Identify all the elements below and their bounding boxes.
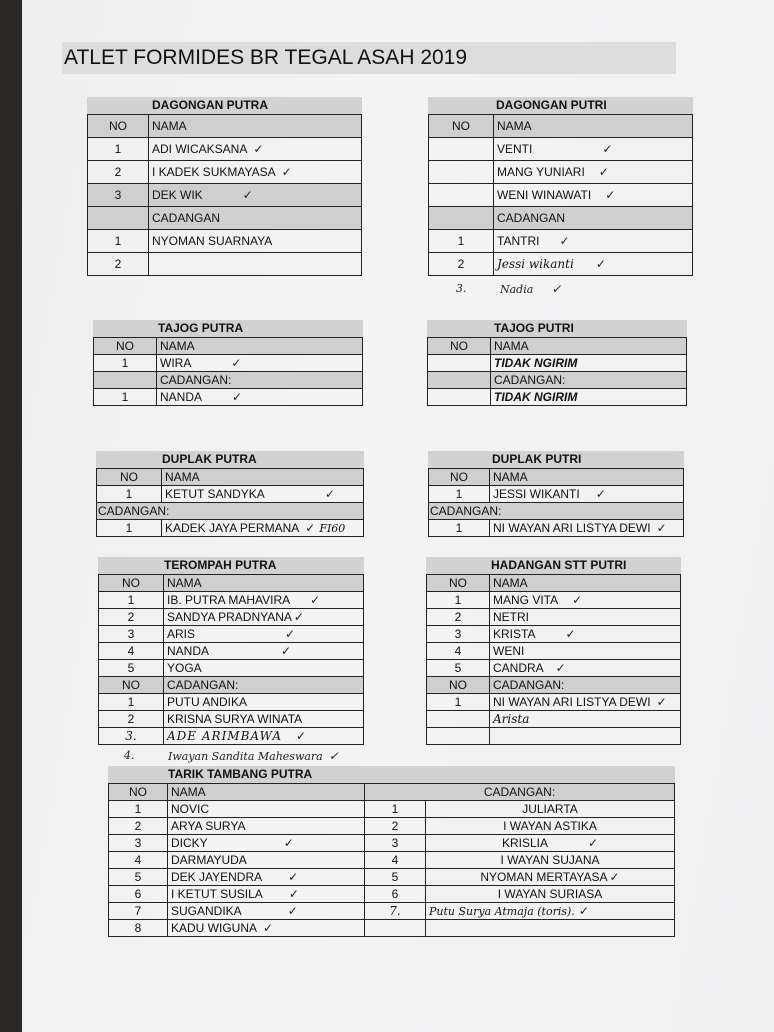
table-row [94,355,363,372]
cadangan-label: CADANGAN [494,207,693,230]
cadangan-label: CADANGAN: [97,503,364,520]
table-row [427,626,681,643]
blank-cell [94,372,157,389]
section-heading: DAGONGAN PUTRA [87,97,362,114]
duplak-putra-table [96,468,364,537]
row-no: 5 [109,869,168,886]
row-no: 1 [109,801,168,818]
row-nama [149,184,362,207]
handwritten-extra-no: 4. [124,749,135,762]
table-header-row [429,115,693,138]
col-no: NO [109,784,168,801]
handwritten-name: ADE ARIMBAWA [167,728,282,743]
handwritten-note: FI60 [319,521,346,535]
hadangan-putri-table [426,574,681,745]
row-nama: YOGA [164,660,364,677]
row-no: 1 [427,694,490,711]
row-no: 3. [99,728,164,745]
table-row [427,643,681,660]
cadangan-no: 1 [365,801,426,818]
blank-cell [88,207,149,230]
row-nama [164,609,364,626]
check-mark-icon: ✓ [572,592,583,607]
row-no: 1 [88,230,149,253]
cadangan-row [99,677,364,694]
table-row [99,609,364,626]
row-no: 2 [429,253,494,276]
cadangan-nama: I WAYAN SUJANA [426,852,675,869]
row-no: 1 [99,592,164,609]
row-no: 1 [99,694,164,711]
col-nama: NAMA [494,115,693,138]
table-row [109,818,675,835]
row-nama: KRISNA SURYA WINATA [164,711,364,728]
table-row [97,520,364,537]
row-no: 7 [109,903,168,920]
table-row [109,852,675,869]
cadangan-row [428,372,687,389]
col-no: NO [99,575,164,592]
section-heading: DAGONGAN PUTRI [428,97,693,114]
cadangan-row [429,503,684,520]
table-row [427,694,681,711]
col-nama: NAMA [149,115,362,138]
section-heading: TEROMPAH PUTRA [98,557,364,574]
tarik-tambang-section [108,766,675,937]
check-mark-icon: ✓ [555,660,566,675]
col-no: NO [429,469,490,486]
name-text: TANTRI [497,233,540,248]
row-nama [490,728,681,745]
handwritten-name: Jessi wikanti [497,256,574,271]
tajog-putri-section [427,320,687,406]
name-text: IB. PUTRA MAHAVIRA [167,592,291,607]
row-no: 2 [88,253,149,276]
section-heading: DUPLAK PUTRI [428,451,684,468]
cadangan-no: 7. [365,903,426,920]
row-no [427,711,490,728]
table-row [429,161,693,184]
row-nama [149,138,362,161]
cadangan-label: CADANGAN: [365,784,675,801]
row-no: 2 [99,711,164,728]
table-row [429,486,684,503]
row-no: 1 [429,520,490,537]
name-text: KRISTA [493,626,536,641]
row-no: 1 [429,486,490,503]
row-nama [490,520,684,537]
check-mark-icon: ✓ [287,903,298,918]
row-nama [162,486,364,503]
row-no: 3 [427,626,490,643]
row-no: 1 [429,230,494,253]
table-row [94,389,363,406]
row-no [428,355,491,372]
name-text: KADU WIGUNA [171,920,258,935]
table-row [88,161,362,184]
cadangan-label: CADANGAN: [157,372,363,389]
row-nama [490,626,681,643]
table-row [99,660,364,677]
name-text: ARIS [167,626,196,641]
check-mark-icon: ✓ [605,187,616,202]
check-mark-icon: ✓ [281,164,292,179]
cadangan-no: 6 [365,886,426,903]
row-nama: NYOMAN SUARNAYA [149,230,362,253]
table-row [88,184,362,207]
name-text: Nadia [500,283,534,296]
check-mark-icon: ✓ [602,141,613,156]
tajog-putra-table [93,337,363,406]
row-nama [164,592,364,609]
check-mark-icon: ✓ [598,164,609,179]
check-mark-icon: ✓ [281,643,292,658]
col-nama: NAMA [162,469,364,486]
dagongan-putra-section [87,97,362,276]
table-row [99,626,364,643]
cadangan-label: CADANGAN: [164,677,364,694]
cadangan-row [427,677,681,694]
row-no: 4 [99,643,164,660]
col-nama: NAMA [490,469,684,486]
table-header-row [88,115,362,138]
row-no [429,184,494,207]
table-row [429,230,693,253]
table-row [427,660,681,677]
terompah-putra-section [98,557,364,745]
table-row [429,138,693,161]
check-mark-icon: ✓ [587,835,599,850]
name-text: JESSI WIKANTI [493,486,580,501]
name-text: NYOMAN MERTAYASA [480,869,608,884]
name-text: SANDYA PRADNYANA [167,609,292,624]
row-nama [157,355,363,372]
blank-cell [429,207,494,230]
table-row [427,711,681,728]
check-mark-icon: ✓ [324,486,335,501]
duplak-putri-table [428,468,684,537]
row-nama [162,520,364,537]
name-text: DEK WIK [152,187,203,202]
table-row [429,184,693,207]
row-no [429,138,494,161]
name-text: I KADEK SUKMAYASA [152,164,276,179]
cadangan-no: 2 [365,818,426,835]
row-nama [164,728,364,745]
name-text: DEK JAYENDRA [171,869,263,884]
name-text: MANG YUNIARI [497,164,585,179]
row-nama [494,138,693,161]
hadangan-putri-section [426,557,681,745]
cadangan-nama [426,903,675,920]
cadangan-no: 5 [365,869,426,886]
row-nama [149,253,362,276]
table-header-row [109,784,675,801]
row-no [429,161,494,184]
handwritten-name: Arista [490,711,681,728]
table-row [428,355,687,372]
section-heading: TARIK TAMBANG PUTRA [108,766,675,783]
col-no: NO [99,677,164,694]
table-row [99,728,364,745]
row-nama: TIDAK NGIRIM [491,389,687,406]
row-nama [164,643,364,660]
col-no: NO [427,677,490,694]
col-nama: NAMA [490,575,681,592]
cadangan-nama: I WAYAN ASTIKA [426,818,675,835]
row-nama: DARMAYUDA [168,852,365,869]
row-no: 2 [109,818,168,835]
row-no: 8 [109,920,168,937]
col-no: NO [97,469,162,486]
cadangan-nama [426,869,675,886]
row-no: 4 [109,852,168,869]
check-mark-icon: ✓ [578,903,589,918]
row-nama [494,253,693,276]
tajog-putra-section [93,320,363,406]
col-no: NO [428,338,491,355]
check-mark-icon: ✓ [293,609,304,624]
terompah-putra-table [98,574,364,745]
name-text: CANDRA [493,660,544,675]
row-nama [164,626,364,643]
row-no: 3 [109,835,168,852]
table-header-row [427,575,681,592]
check-mark-icon: ✓ [231,355,242,370]
table-header-row [429,469,684,486]
table-row [99,694,364,711]
name-text: ADI WICAKSANA [152,141,248,156]
row-nama [168,886,365,903]
check-mark-icon: ✓ [595,486,606,501]
check-mark-icon: ✓ [288,886,299,901]
cadangan-label: CADANGAN: [491,372,687,389]
name-text: KETUT SANDYKA [165,486,265,501]
name-text: MANG VITA [493,592,559,607]
check-mark-icon: ✓ [283,835,294,850]
col-nama: NAMA [157,338,363,355]
cadangan-no: 3 [365,835,426,852]
cadangan-nama: JULIARTA [426,801,675,818]
table-row [88,138,362,161]
row-no: 1 [427,592,490,609]
table-row [99,711,364,728]
row-nama [494,230,693,253]
row-nama [168,835,365,852]
blank-cell [428,372,491,389]
cadangan-label: CADANGAN: [490,677,681,694]
name-text: NI WAYAN ARI LISTYA DEWI [493,694,651,709]
check-mark-icon: ✓ [285,626,296,641]
row-nama [490,592,681,609]
dagongan-putri-table [428,114,693,276]
table-row [88,230,362,253]
row-nama [157,389,363,406]
table-header-row [99,575,364,592]
cadangan-nama [426,835,675,852]
name-text: I KETUT SUSILA [171,886,263,901]
check-mark-icon: ✓ [656,694,667,709]
check-mark-icon: ✓ [559,233,570,248]
row-no [427,728,490,745]
handwritten-extra-name [168,749,339,763]
page-title: ATLET FORMIDES BR TEGAL ASAH 2019 [62,42,676,74]
row-nama: NOVIC [168,801,365,818]
row-no: 1 [97,486,162,503]
cadangan-no [365,920,426,937]
cadangan-nama [426,920,675,937]
table-header-row [428,338,687,355]
check-mark-icon: ✓ [310,592,321,607]
table-row [88,253,362,276]
check-mark-icon: ✓ [288,869,299,884]
section-heading: TAJOG PUTRA [93,320,363,337]
table-row [109,869,675,886]
name-text: SUGANDIKA [171,903,242,918]
name-text: VENTI [497,141,533,156]
name-text: WENI WINAWATI [497,187,592,202]
col-no: NO [88,115,149,138]
check-mark-icon: ✓ [253,141,264,156]
table-row [428,389,687,406]
table-row [429,253,693,276]
row-no: 1 [94,355,157,372]
row-no: 2 [427,609,490,626]
row-no: 5 [427,660,490,677]
row-nama [149,161,362,184]
table-row [427,609,681,626]
check-mark-icon: ✓ [609,869,620,884]
cadangan-label: CADANGAN: [429,503,684,520]
duplak-putra-section [96,451,364,537]
name-text: KADEK JAYA PERMANA [165,520,300,535]
col-no: NO [429,115,494,138]
name-text: WIRA [160,355,192,370]
handwritten-extra-no: 3. [456,282,467,295]
handwritten-name: Putu Surya Atmaja (toris). [429,904,575,918]
row-nama [494,161,693,184]
row-nama [168,920,365,937]
check-mark-icon: ✓ [305,520,316,535]
table-row [109,801,675,818]
table-row [99,592,364,609]
row-no: 6 [109,886,168,903]
row-nama: TIDAK NGIRIM [491,355,687,372]
row-no: 4 [427,643,490,660]
section-heading: HADANGAN STT PUTRI [426,557,681,574]
check-mark-icon: ✓ [551,282,562,296]
check-mark-icon: ✓ [263,920,274,935]
dagongan-putri-section [428,97,693,276]
section-heading: DUPLAK PUTRA [96,451,364,468]
col-nama: NAMA [164,575,364,592]
handwritten-extra-name [500,282,561,296]
name-text: NI WAYAN ARI LISTYA DEWI [493,520,651,535]
row-no: 1 [88,138,149,161]
name-text: DICKY [171,835,208,850]
tarik-tambang-table [108,783,675,937]
name-text: NANDA [167,643,210,658]
check-mark-icon: ✓ [328,749,339,763]
row-nama [490,694,681,711]
row-no: 3 [88,184,149,207]
row-nama: ARYA SURYA [168,818,365,835]
row-nama [490,660,681,677]
table-row [97,486,364,503]
cadangan-nama: I WAYAN SURIASA [426,886,675,903]
cadangan-row [88,207,362,230]
check-mark-icon: ✓ [595,256,606,271]
table-row [427,592,681,609]
check-mark-icon: ✓ [565,626,576,641]
row-no: 5 [99,660,164,677]
col-nama: NAMA [168,784,365,801]
row-nama: PUTU ANDIKA [164,694,364,711]
row-nama: WENI [490,643,681,660]
row-no: 3 [99,626,164,643]
table-row [109,920,675,937]
row-no [428,389,491,406]
row-no: 1 [94,389,157,406]
section-heading: TAJOG PUTRI [427,320,687,337]
row-nama [494,184,693,207]
row-no: 2 [99,609,164,626]
cadangan-label: CADANGAN [149,207,362,230]
tajog-putri-table [427,337,687,406]
table-row [429,520,684,537]
dagongan-putra-table [87,114,362,276]
table-row [109,835,675,852]
row-nama: NETRI [490,609,681,626]
row-no: 1 [97,520,162,537]
col-no: NO [94,338,157,355]
table-row [427,728,681,745]
check-mark-icon: ✓ [242,187,253,202]
duplak-putri-section [428,451,684,537]
check-mark-icon: ✓ [232,389,243,404]
check-mark-icon: ✓ [656,520,667,535]
check-mark-icon: ✓ [296,728,307,743]
table-row [109,903,675,920]
table-row [99,643,364,660]
name-text: Iwayan Sandita Maheswara [168,750,323,763]
row-nama [168,869,365,886]
col-nama: NAMA [491,338,687,355]
cadangan-row [94,372,363,389]
cadangan-row [429,207,693,230]
row-no: 2 [88,161,149,184]
table-header-row [97,469,364,486]
cadangan-row [97,503,364,520]
name-text: KRISLIA [501,835,548,850]
table-row [109,886,675,903]
col-no: NO [427,575,490,592]
row-nama [490,486,684,503]
table-header-row [94,338,363,355]
cadangan-no: 4 [365,852,426,869]
row-nama [168,903,365,920]
name-text: NANDA [160,389,203,404]
